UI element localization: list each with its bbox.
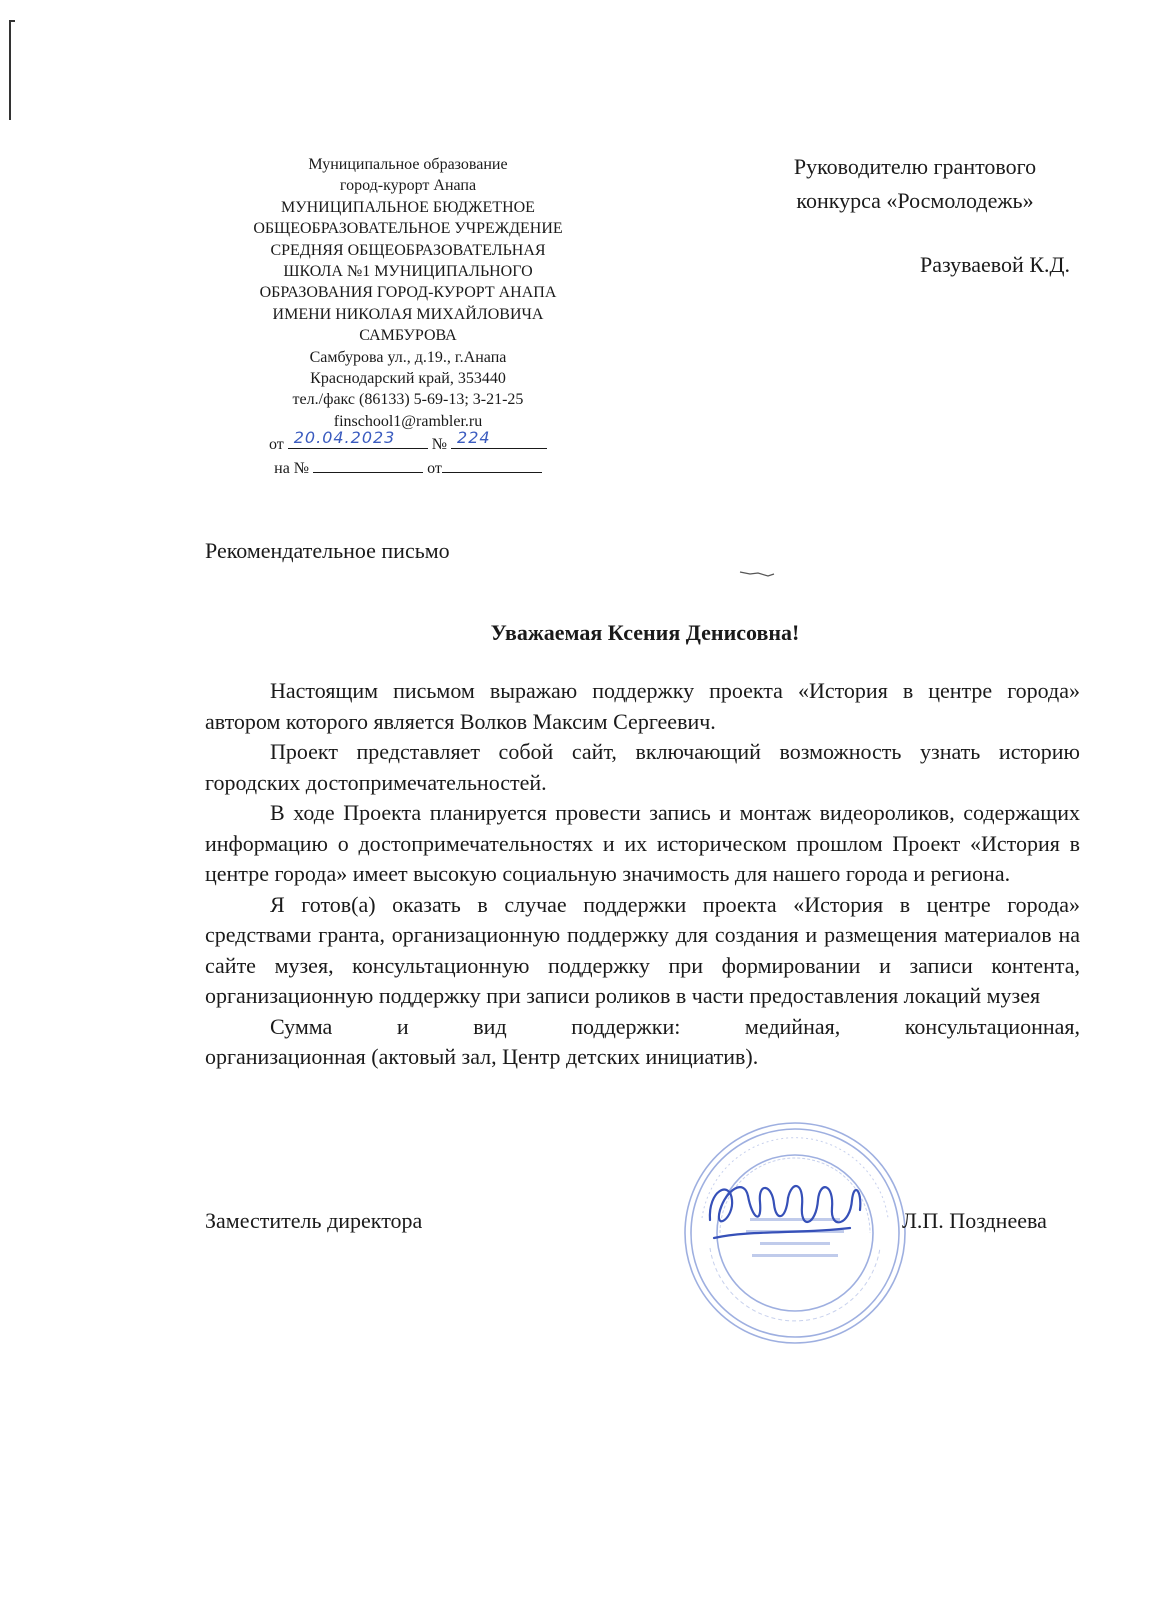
- ref-number-field: [313, 456, 423, 473]
- letterhead-line: ОБЩЕОБРАЗОВАТЕЛЬНОЕ УЧРЕЖДЕНИЕ: [253, 220, 563, 238]
- sender-letterhead: [218, 154, 598, 479]
- addressee-name: Разуваевой К.Д.: [919, 252, 1070, 277]
- ref-date-field: [442, 456, 542, 473]
- ref-from-label: от: [427, 459, 442, 477]
- letterhead-line: ОБРАЗОВАНИЯ ГОРОД-КУРОРТ АНАПА: [259, 284, 557, 302]
- date-field: [288, 427, 428, 449]
- letterhead-line: ИМЕНИ НИКОЛАЯ МИХАЙЛОВИЧА: [272, 305, 544, 323]
- signatory-name: Л.П. Позднеева: [902, 1208, 1047, 1233]
- number-label: №: [431, 436, 448, 454]
- addressee-org-line: конкурса «Росмолодежь»: [796, 188, 1034, 213]
- scan-border-tick: [9, 20, 15, 22]
- salutation: Уважаемая Ксения Денисовна!: [490, 620, 800, 645]
- letterhead-line: город-курорт Анапа: [339, 177, 477, 195]
- letterhead-line: ШКОЛА №1 МУНИЦИПАЛЬНОГО: [283, 263, 533, 281]
- body-paragraph: Я готов(а) оказать в случае поддержки проекта «История в центре города» средствами гранта, организационную поддержку для создания и размещения материалов на сайте музея, консультационную поддержку при формировании и записи контента, организационную поддержку при записи роликов в части предоставления локаций музея: [205, 891, 1080, 1008]
- scan-border-line: [9, 20, 11, 120]
- handwritten-number: 224: [457, 427, 491, 447]
- body-paragraph: Проект представляет собой сайт, включающий возможность узнать историю городских достопримечательностей.: [205, 739, 1080, 795]
- letterhead-line: Муниципальное образование: [308, 156, 508, 173]
- ref-label: на №: [274, 459, 310, 477]
- body-paragraph: В ходе Проекта планируется провести запись и монтаж видеороликов, содержащих информацию о достопримечательностях и их историческом прошлом Проект «История в центре города» имеет высокую социальную значимость для нашего города и региона.: [205, 800, 1080, 886]
- letterhead-line: Краснодарский край, 353440: [310, 370, 506, 388]
- support-line: Сумма и вид поддержки: медийная, консультационная,: [270, 1013, 1080, 1039]
- letterhead-line: САМБУРОВА: [359, 327, 457, 345]
- letterhead-line: МУНИЦИПАЛЬНОЕ БЮДЖЕТНОЕ: [281, 198, 535, 216]
- letterhead-line: тел./факс (86133) 5-69-13; 3-21-25: [292, 391, 524, 409]
- support-line-continued: организационная (актовый зал, Центр детских инициатив).: [205, 1044, 759, 1069]
- outgoing-number-line: [218, 427, 598, 455]
- handwritten-date: 20.04.2023: [293, 427, 396, 447]
- handwritten-signature: [700, 1160, 870, 1260]
- letterhead-line: СРЕДНЯЯ ОБЩЕОБРАЗОВАТЕЛЬНАЯ: [270, 241, 546, 259]
- addressee-block: [740, 150, 1090, 282]
- from-label: от: [268, 436, 284, 454]
- addressee-title-line: Руководителю грантового: [793, 154, 1037, 179]
- body-paragraph: Настоящим письмом выражаю поддержку проекта «История в центре города» автором которого является Волков Максим Сергеевич.: [205, 678, 1080, 734]
- reference-number-line: [218, 456, 598, 479]
- letterhead-email: finschool1@rambler.ru: [333, 412, 483, 430]
- number-field: [451, 427, 547, 449]
- scan-speck: [738, 568, 778, 580]
- letterhead-line: Самбурова ул., д.19., г.Анапа: [309, 348, 507, 366]
- signatory-position: Заместитель директора: [205, 1208, 423, 1233]
- letter-body: [205, 676, 1080, 1073]
- document-type: Рекомендательное письмо: [205, 538, 450, 563]
